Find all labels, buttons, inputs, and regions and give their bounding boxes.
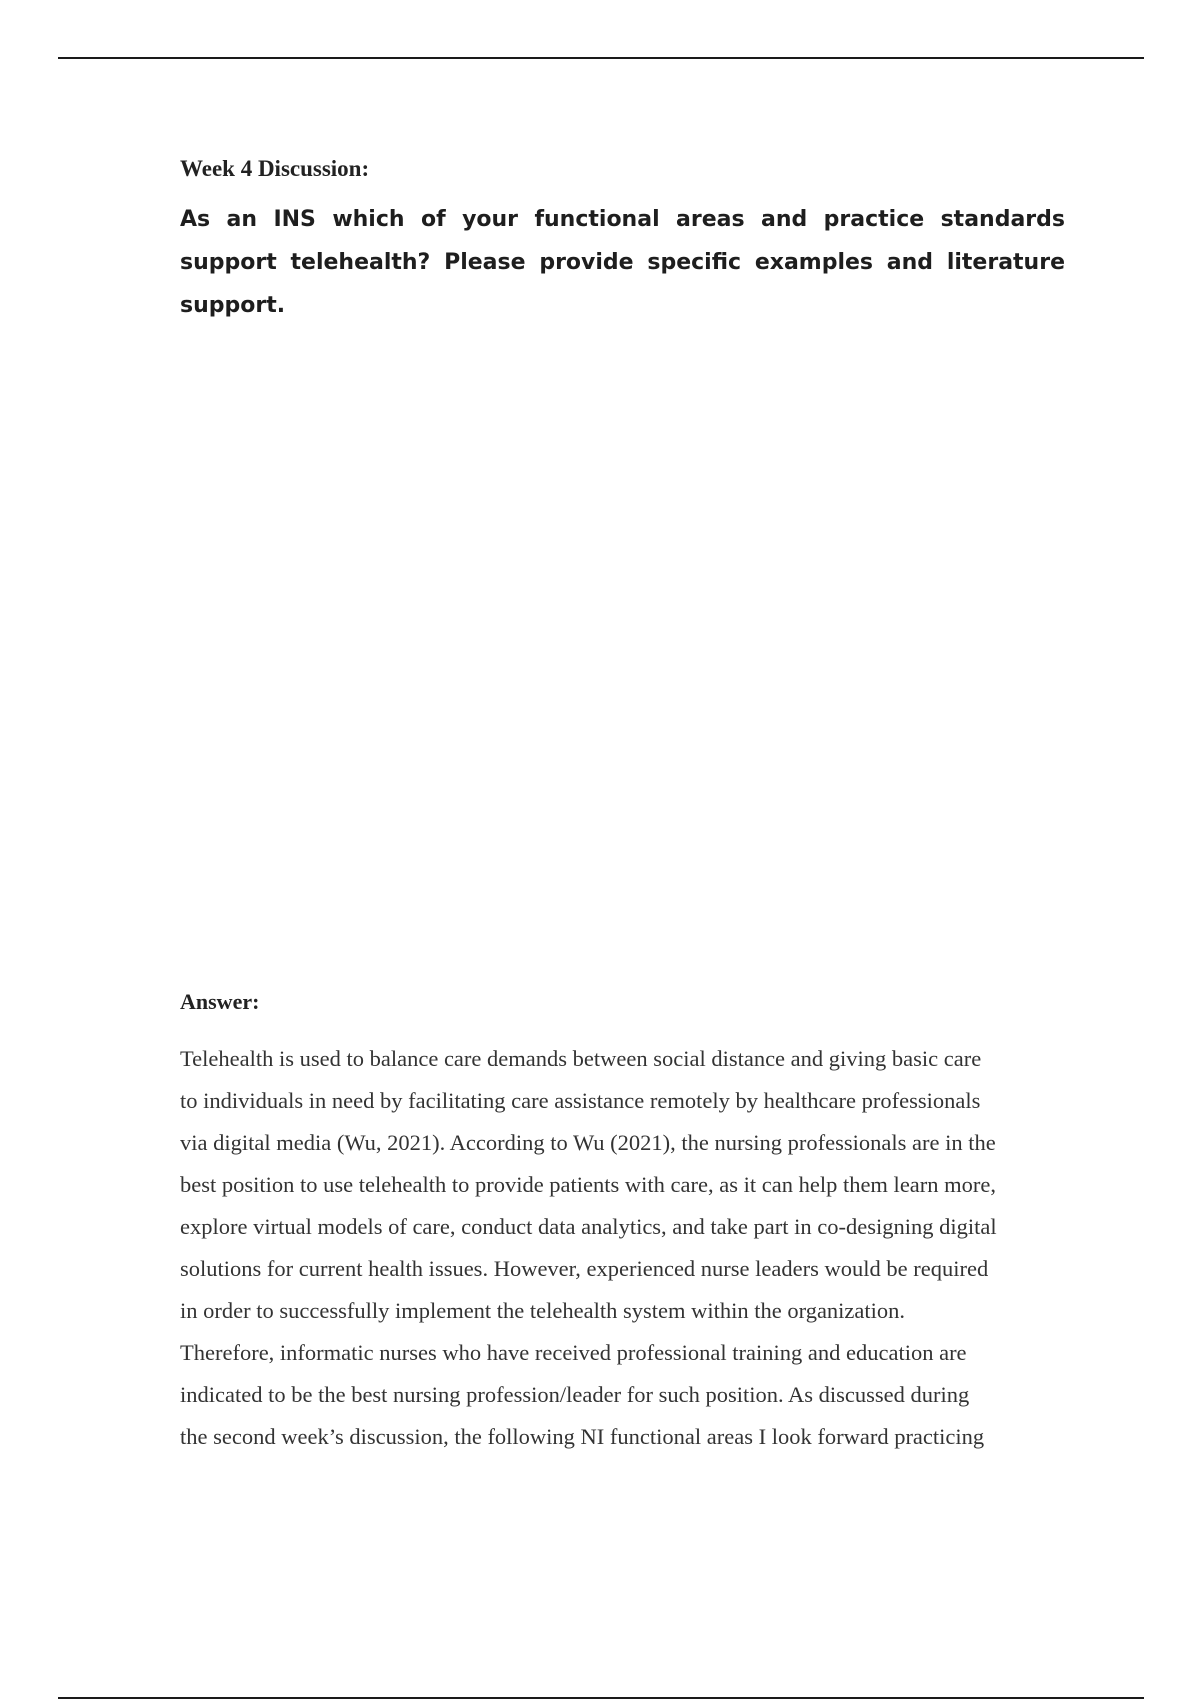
answer-body [180,1038,1065,1458]
answer-line: best position to use telehealth to provide patients with care, as it can help them learn more, [180,1172,997,1197]
answer-line: indicated to be the best nursing profession/leader for such position. As discussed during [180,1382,970,1407]
answer-heading: Answer: [180,989,260,1014]
answer-line: via digital media (Wu, 2021). According to Wu (2021), the nursing professionals are in the [180,1130,996,1155]
answer-line: Therefore, informatic nurses who have received professional training and education are [180,1340,967,1365]
bottom-rule [58,1697,1144,1699]
answer-line: to individuals in need by facilitating care assistance remotely by healthcare professionals [180,1088,981,1113]
answer-line: explore virtual models of care, conduct data analytics, and take part in co-designing digital [180,1214,997,1239]
answer-line: the second week’s discussion, the following NI functional areas I look forward practicing [180,1424,985,1449]
top-rule [58,57,1144,59]
answer-line: solutions for current health issues. However, experienced nurse leaders would be required [180,1256,989,1281]
answer-line: Telehealth is used to balance care demands between social distance and giving basic care [180,1046,982,1071]
week-title: Week 4 Discussion: [180,156,370,181]
answer-line: in order to successfully implement the telehealth system within the organization. [180,1298,906,1323]
discussion-question: As an INS which of your functional areas and practice standards support telehealth? Please provide specific examples and literature support. [180,207,1065,318]
